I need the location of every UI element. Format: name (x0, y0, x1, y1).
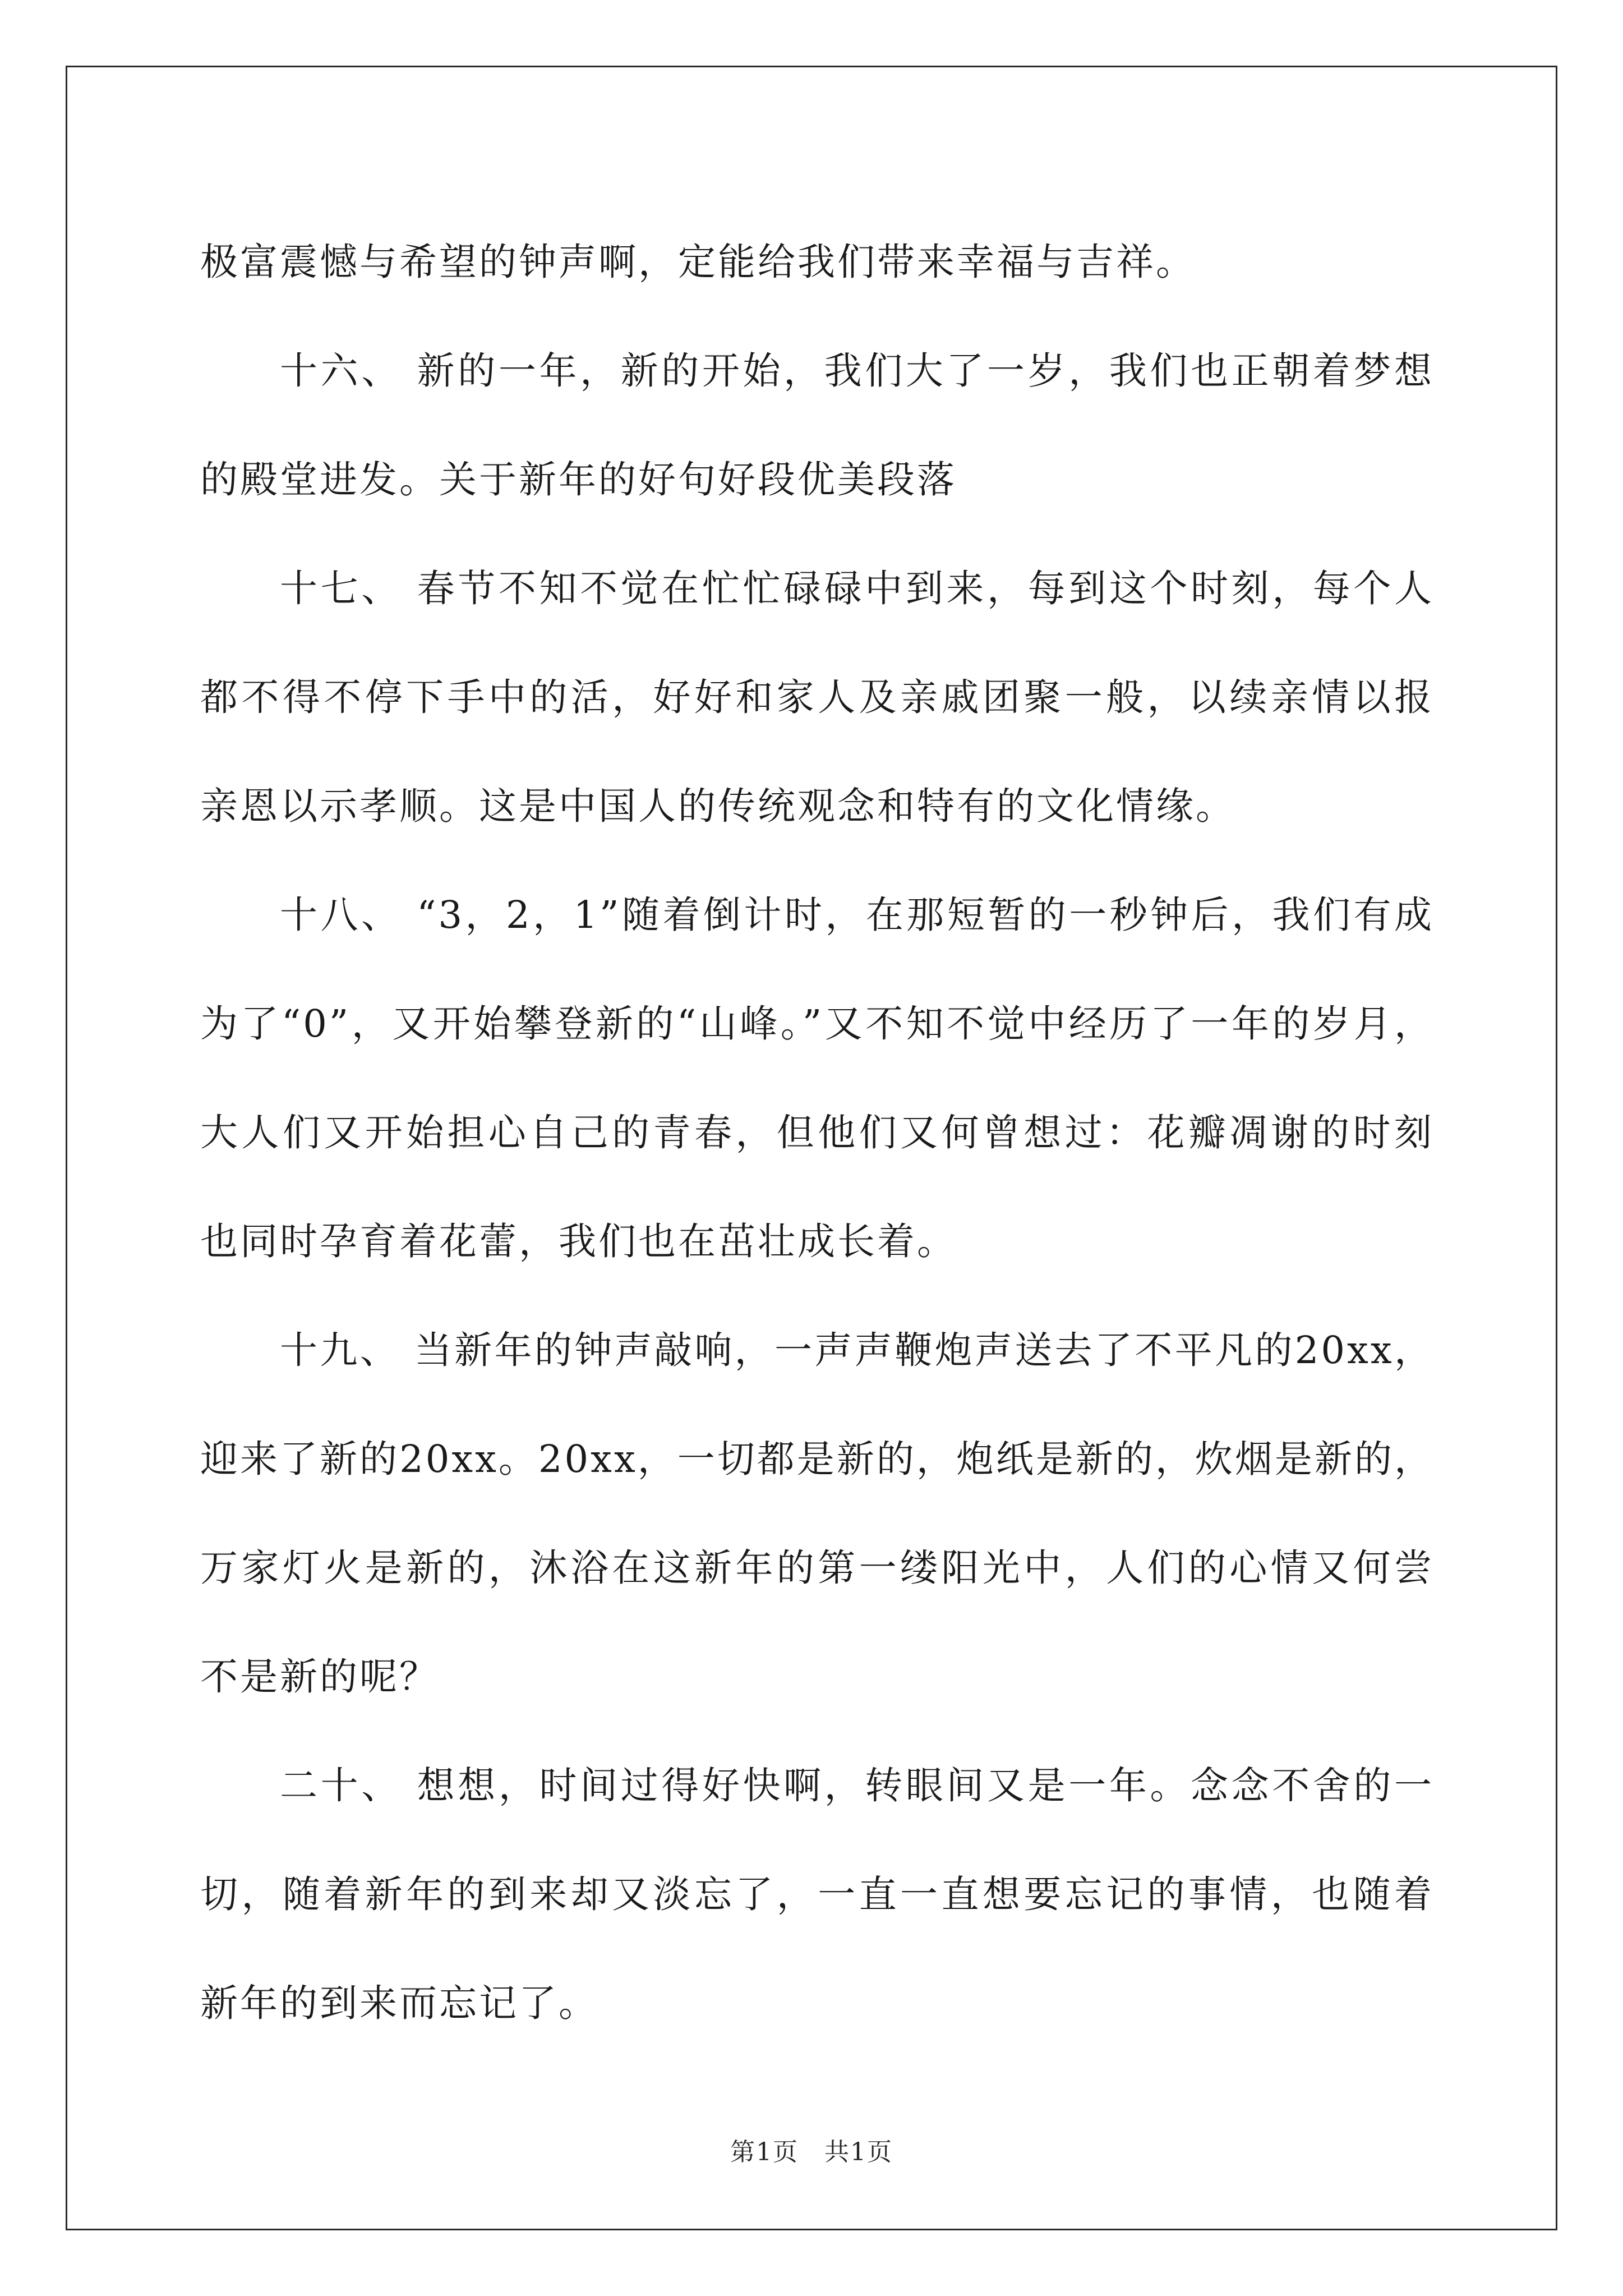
document-body (200, 208, 1434, 2058)
paragraph: 十八、 “3，2，1”随着倒计时，在那短暂的一秒钟后，我们有成为了“0”，又开始攀登新的“山峰。”又不知不觉中经历了一年的岁月，大人们又开始担心自己的青春，但他们又何曾想过：花瓣凋谢的时刻也同时孕育着花蕾，我们也在茁壮成长着。 (200, 893, 1434, 1263)
paragraph: 二十、 想想，时间过得好快啊，转眼间又是一年。念念不舍的一切，随着新年的到来却又淡忘了，一直一直想要忘记的事情，也随着新年的到来而忘记了。 (200, 1764, 1434, 2025)
paragraph: 极富震憾与希望的钟声啊，定能给我们带来幸福与吉祥。 (200, 240, 1196, 284)
paragraph: 十九、 当新年的钟声敲响，一声声鞭炮声送去了不平凡的20xx，迎来了新的20xx。20xx，一切都是新的，炮纸是新的，炊烟是新的，万家灯火是新的，沐浴在这新年的第一缕阳光中，人们的心情又何尝不是新的呢？ (200, 1328, 1434, 1699)
paragraph: 十六、 新的一年，新的开始，我们大了一岁，我们也正朝着梦想的殿堂进发。关于新年的好句好段优美段落 (200, 349, 1434, 501)
paragraph: 十七、 春节不知不觉在忙忙碌碌中到来，每到这个时刻，每个人都不得不停下手中的活，好好和家人及亲戚团聚一般，以续亲情以报亲恩以示孝顺。这是中国人的传统观念和特有的文化情缘。 (200, 567, 1434, 828)
page-number-footer: 第1页 共1页 (730, 2138, 893, 2166)
